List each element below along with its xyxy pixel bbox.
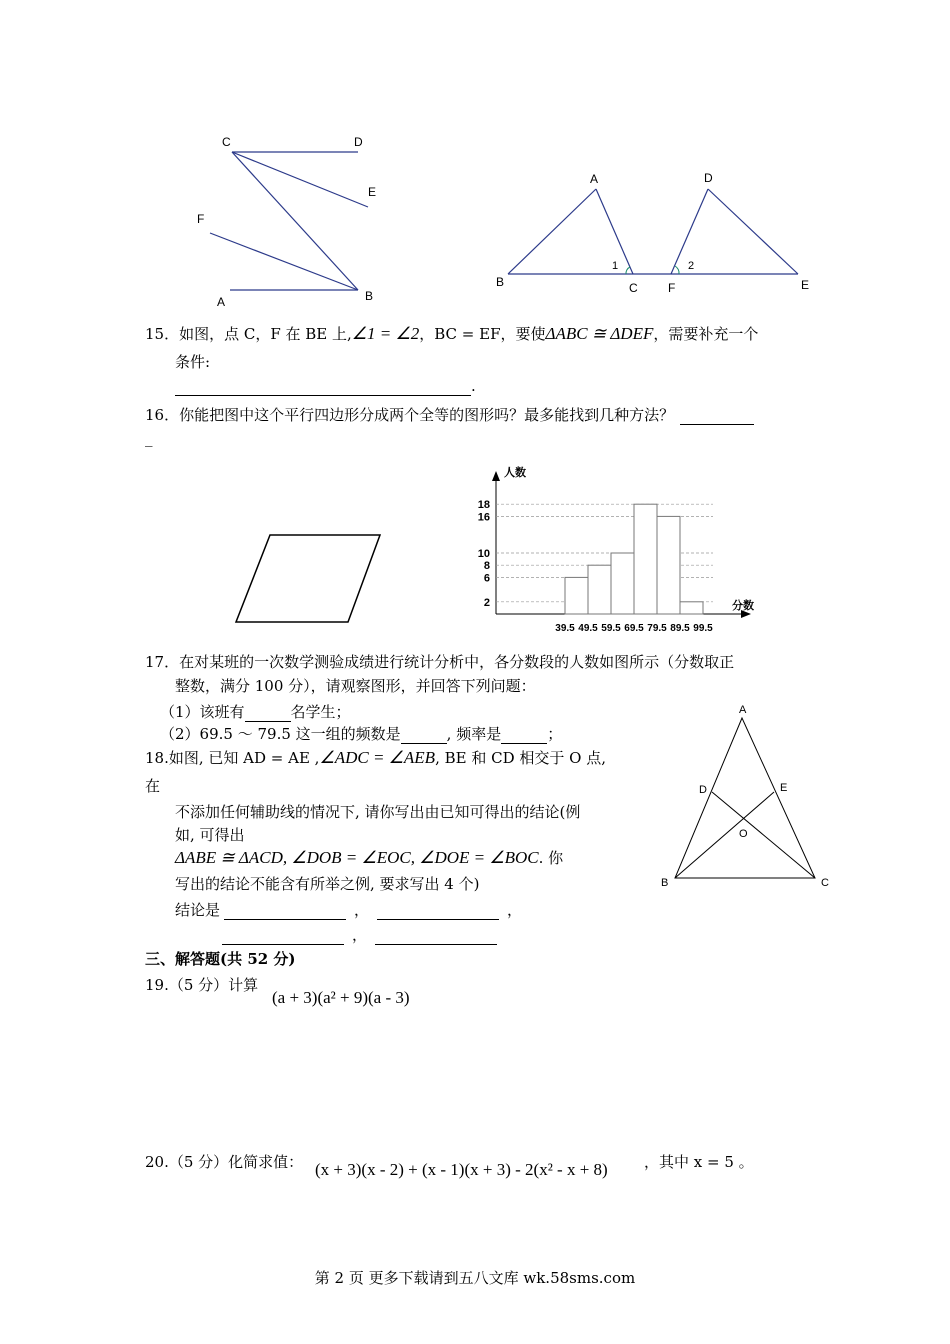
- angle-2-label: 2: [688, 260, 695, 272]
- q18-text2: , BE 和 CD 相交于 O 点,: [435, 749, 606, 767]
- x-tick-label: 39.5: [555, 623, 575, 634]
- q17-sub2: [160, 724, 562, 744]
- q15-number: 15．: [145, 325, 180, 343]
- segment-cb: [232, 152, 358, 290]
- q19-number: 19.: [145, 976, 169, 994]
- q17-frequency-rate-blank[interactable]: [501, 729, 547, 744]
- q20-line: [145, 1152, 303, 1172]
- segment-ce: [232, 152, 368, 207]
- q18-line1: [145, 748, 606, 768]
- histogram-bar-59.5-69.5: [611, 553, 634, 614]
- histogram-bar-69.5-79.5: [634, 504, 657, 614]
- q15-text2: ，BC = EF，要使: [419, 325, 546, 343]
- q17-sub1: [160, 702, 351, 722]
- q18-separator-3: ，: [352, 926, 368, 944]
- figure-parallelogram: [230, 530, 390, 625]
- q19-line: [145, 975, 258, 995]
- segment-eb: [675, 792, 774, 878]
- q17-sub1-tail: 名学生；: [290, 703, 351, 721]
- q18-conclusion-blank-2[interactable]: [377, 905, 499, 920]
- q18-line8: [222, 925, 497, 945]
- q18-separator-2: ，: [507, 901, 523, 919]
- q20-number: 20.: [145, 1153, 169, 1171]
- label-b: B: [661, 877, 669, 889]
- q18-example-conclusions: ΔABE ≅ ΔACD, ∠DOB = ∠EOC, ∠DOE = ∠BOC: [175, 848, 539, 867]
- q17-number: 17．: [145, 653, 180, 671]
- label-d: D: [704, 171, 713, 185]
- q20-expression: (x + 3)(x - 2) + (x - 1)(x + 3) - 2(x² - x + 8): [315, 1160, 608, 1179]
- label-f: F: [668, 281, 676, 295]
- q18-text1: 如图, 已知 AD = AE ,: [168, 749, 320, 767]
- q19-text: （5 分）计算: [168, 976, 259, 994]
- q17-students-blank[interactable]: [245, 707, 291, 722]
- q18-conclusion-blank-4[interactable]: [375, 930, 497, 945]
- y-tick-label: 16: [477, 511, 490, 524]
- label-f: F: [197, 212, 205, 226]
- label-b: B: [365, 289, 374, 303]
- label-a: A: [739, 704, 747, 716]
- q17-text-line1: 在对某班的一次数学测验成绩进行统计分析中，各分数段的人数如图所示（分数取正: [179, 653, 735, 671]
- q15-text3: ，需要补充一个: [653, 325, 759, 343]
- q20-tail: ，其中 x = 5 。: [644, 1153, 754, 1171]
- q16-line1: [145, 405, 754, 425]
- x-tick-label: 79.5: [647, 623, 667, 634]
- q18-line5-tail: . 你: [538, 849, 564, 867]
- angle-1-arc: [626, 267, 630, 274]
- parallelogram-shape: [236, 535, 380, 622]
- q15-congruence: ΔABC ≅ ΔDEF: [545, 324, 654, 343]
- section3-heading: 三、解答题(共 52 分): [145, 950, 296, 968]
- angle-2-arc: [675, 266, 679, 274]
- figure-two-triangles: [490, 165, 820, 300]
- y-tick-label: 18: [477, 499, 490, 512]
- q16-text: 你能把图中这个平行四边形分成两个全等的图形吗？最多能找到几种方法？: [179, 406, 675, 424]
- page-footer: 第 2 页 更多下载请到五八文库 wk.58sms.com: [314, 1269, 636, 1287]
- label-b: B: [496, 275, 505, 289]
- y-tick-label: 8: [483, 560, 490, 573]
- q15-text1: 如图，点 C，F 在 BE 上,: [179, 325, 352, 343]
- q18-line7: [175, 900, 522, 920]
- histogram-bar-89.5-99.5: [680, 602, 703, 614]
- q15-period: .: [471, 377, 476, 395]
- q15-line2: 条件:: [175, 353, 211, 371]
- q18-line5: [175, 848, 563, 868]
- q17-sub2-text: （2）69.5 ～ 79.5 这一组的频数是: [160, 725, 401, 743]
- q18-angle-equation: ∠ADC = ∠AEB: [319, 748, 436, 767]
- q17-frequency-count-blank[interactable]: [401, 729, 447, 744]
- x-tick-label: 59.5: [601, 623, 621, 634]
- label-c: C: [821, 877, 829, 889]
- label-a: A: [217, 295, 226, 309]
- x-tick-label: 69.5: [624, 623, 644, 634]
- angle-1-label: 1: [612, 260, 619, 272]
- triangle-abc: [675, 718, 815, 878]
- x-tick-label: 99.5: [693, 623, 713, 634]
- label-d: D: [354, 135, 363, 149]
- label-e: E: [801, 278, 810, 292]
- q20-text: （5 分）化简求值：: [168, 1153, 304, 1171]
- histogram-bar-79.5-89.5: [657, 516, 680, 614]
- q17-line2: 整数，满分 100 分），请观察图形，并回答下列问题：: [175, 677, 536, 695]
- x-tick-label: 49.5: [578, 623, 598, 634]
- q18-line3: 不添加任何辅助线的情况下, 请你写出由已知可得出的结论(例: [175, 803, 581, 821]
- q16-answer-blank[interactable]: [680, 410, 754, 425]
- q18-conclusion-blank-3[interactable]: [222, 930, 344, 945]
- histogram-chart: [470, 462, 760, 637]
- q18-separator-1: ，: [354, 901, 370, 919]
- segment-ba: [508, 189, 596, 274]
- q15-angle-equation: ∠1 = ∠2: [351, 324, 420, 343]
- q17-sub2-mid: , 频率是: [446, 725, 502, 743]
- y-tick-label: 2: [483, 596, 490, 609]
- q18-line2: 在: [145, 777, 161, 795]
- q15-answer-blank[interactable]: [175, 381, 471, 396]
- label-a: A: [590, 172, 599, 186]
- q16-tail: _: [145, 429, 153, 447]
- q17-sub2-tail: ；: [547, 725, 563, 743]
- segment-fb: [210, 233, 358, 290]
- y-tick-label: 6: [483, 572, 490, 585]
- histogram-bar-39.5-49.5: [565, 577, 588, 614]
- q16-number: 16．: [145, 406, 180, 424]
- segment-de: [708, 189, 798, 274]
- histogram-bar-49.5-59.5: [588, 565, 611, 614]
- label-e: E: [368, 185, 377, 199]
- q17-line1: [145, 652, 734, 672]
- q18-line4: 如, 可得出: [175, 826, 245, 844]
- q15-line1: [145, 324, 758, 344]
- q18-number: 18.: [145, 749, 169, 767]
- segment-dc: [712, 792, 815, 878]
- q18-conclusion-blank-1[interactable]: [224, 905, 346, 920]
- q17-sub1-text: （1）该班有: [160, 703, 245, 721]
- y-tick-label: 10: [477, 548, 490, 560]
- y-axis-label: 人数: [504, 467, 526, 479]
- label-o: O: [739, 828, 748, 840]
- label-d: D: [699, 784, 707, 796]
- label-c: C: [222, 135, 231, 149]
- label-c: C: [629, 281, 638, 295]
- figure-z-lines: [190, 130, 390, 310]
- q19-expression: (a + 3)(a² + 9)(a - 3): [272, 988, 410, 1007]
- label-e: E: [780, 782, 788, 794]
- x-tick-label: 89.5: [670, 623, 690, 634]
- x-axis-label: 分数: [732, 600, 754, 612]
- q15-answer-line: [175, 376, 476, 396]
- q18-conclusion-label: 结论是: [175, 901, 221, 919]
- figure-triangle-abc: [655, 700, 840, 895]
- q18-line6: 写出的结论不能含有所举之例, 要求写出 4 个): [175, 875, 480, 893]
